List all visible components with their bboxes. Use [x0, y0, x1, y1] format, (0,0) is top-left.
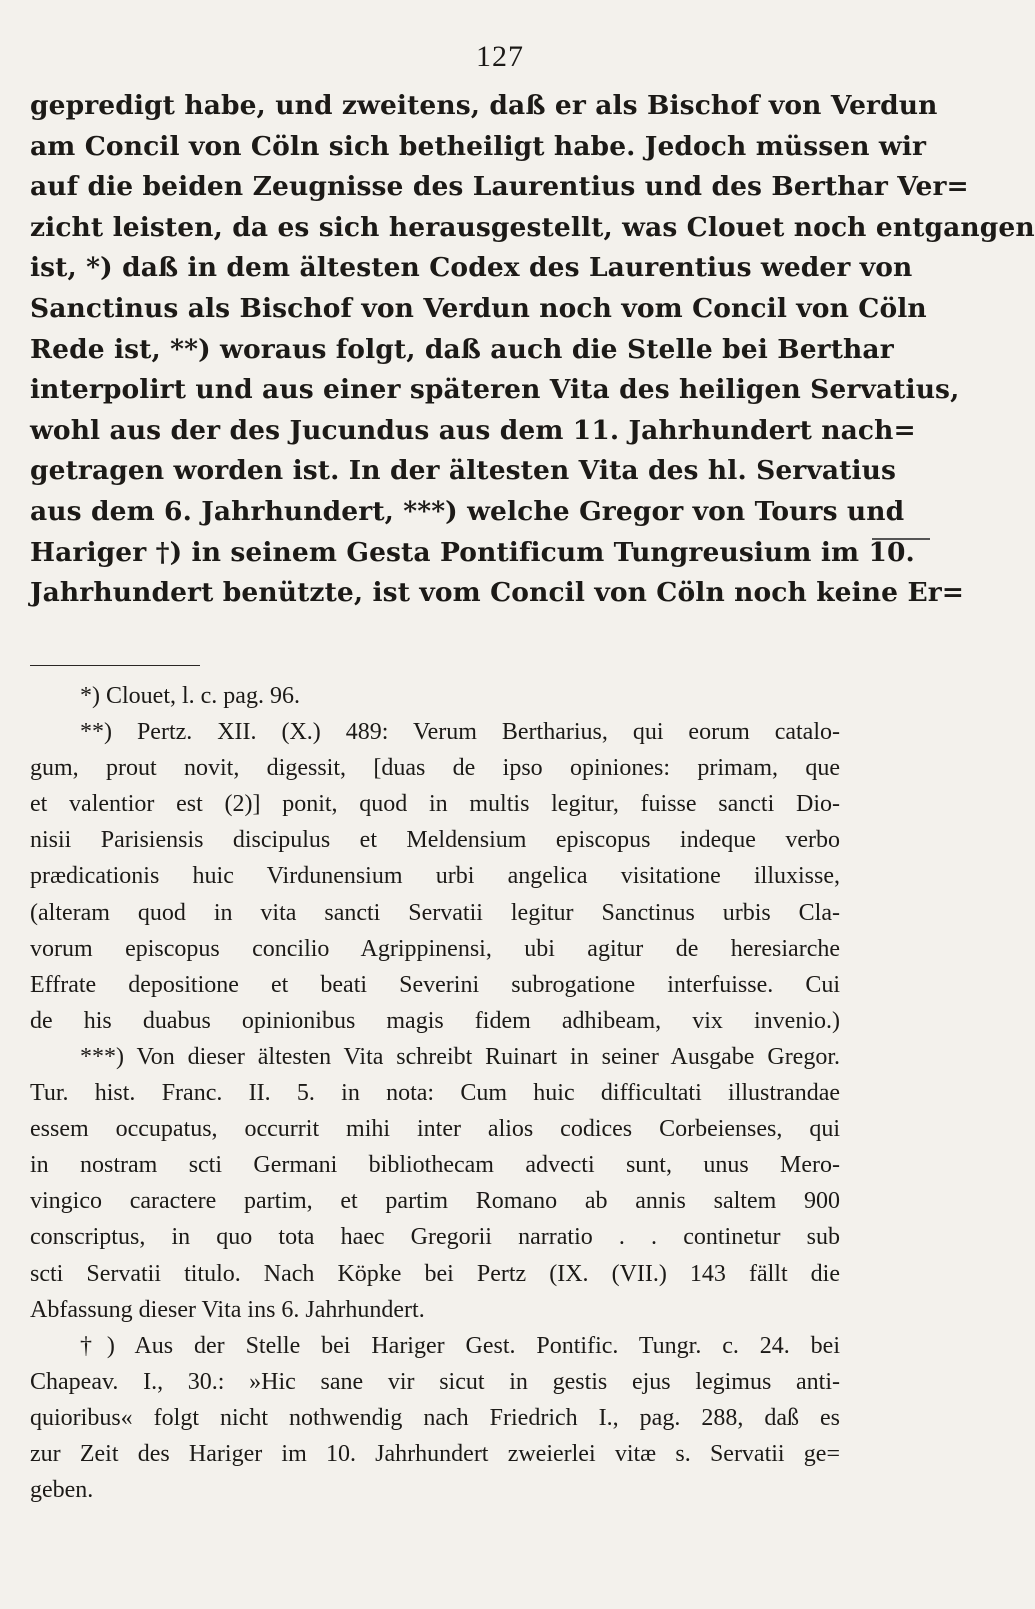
body-line: gepredigt habe, und zweitens, daß er als Bischof von Verdun [30, 90, 938, 121]
footnote-line: de his duabus opinionibus magis fidem adhibeam, vix invenio.) [30, 1007, 840, 1034]
body-line: wohl aus der des Jucundus aus dem 11. Jahrhundert nach= [30, 414, 916, 446]
footnote-line: essem occupatus, occurrit mihi inter alios codices Corbeienses, qui [30, 1116, 840, 1143]
footnote-line: et valentior est (2)] ponit, quod in multis legitur, fuisse sancti Dio- [30, 791, 840, 818]
footnote-line: gum, prout novit, digessit, [duas de ipso opiniones: primam, que [30, 755, 840, 782]
footnote-line: prædicationis huic Virdunensium urbi angelica visitatione illuxisse, [30, 863, 840, 890]
footnote-line: (alteram quod in vita sancti Servatii legitur Sanctinus urbis Cla- [30, 899, 840, 926]
body-line: interpolirt und aus einer späteren Vita des heiligen Servatius, [30, 374, 960, 406]
footnotes [30, 678, 840, 1508]
footnote-line: geben. [30, 1477, 94, 1504]
footnote-line: Chapeav. I., 30.: »Hic sane vir sicut in gestis ejus legimus anti- [30, 1368, 840, 1395]
footnote-line: scti Servatii titulo. Nach Köpke bei Pertz (IX. (VII.) 143 fällt die [30, 1260, 840, 1287]
footnote-line: nisii Parisiensis discipulus et Meldensium episcopus indeque verbo [30, 827, 840, 854]
margin-dash-mark [872, 538, 930, 540]
body-line: aus dem 6. Jahrhundert, ***) welche Gregor von Tours und [30, 495, 905, 527]
body-line: getragen worden ist. In der ältesten Vita des hl. Servatius [30, 455, 897, 487]
footnote-separator-rule [30, 665, 200, 666]
footnote-line: conscriptus, in quo tota haec Gregorii narratio . . continetur sub [30, 1224, 840, 1251]
footnote-line: ***) Von dieser ältesten Vita schreibt Ruinart in seiner Ausgabe Gregor. [80, 1043, 840, 1070]
body-line: am Concil von Cöln sich betheiligt habe. Jedoch müssen wir [30, 130, 927, 162]
footnote-line: Effrate depositione et beati Severini subrogatione interfuisse. Cui [30, 971, 840, 998]
main-body-text [30, 86, 1035, 614]
footnote-line: †) Aus der Stelle bei Hariger Gest. Pontific. Tungr. c. 24. bei [80, 1332, 840, 1359]
body-line: Rede ist, **) woraus folgt, daß auch die Stelle bei Berthar [30, 333, 894, 365]
body-line: Jahrhundert benützte, ist vom Concil von Cöln noch keine Er= [30, 577, 965, 609]
body-line: auf die beiden Zeugnisse des Laurentius und des Berthar Ver= [30, 171, 969, 203]
footnote-line: quioribus« folgt nicht nothwendig nach Friedrich I., pag. 288, daß es [30, 1404, 840, 1431]
body-line: zicht leisten, da es sich herausgestellt, was Clouet noch entgangen [30, 211, 1035, 243]
footnote-line: vorum episcopus concilio Agrippinensi, ubi agitur de heresiarche [30, 935, 840, 962]
footnote-line: Tur. hist. Franc. II. 5. in nota: Cum huic difficultati illustrandae [30, 1080, 840, 1107]
body-line: Hariger †) in seinem Gesta Pontificum Tungreusium im 10. [30, 536, 915, 568]
footnote-line: *) Clouet, l. c. pag. 96. [80, 683, 300, 709]
footnote-line: in nostram scti Germani bibliothecam advecti sunt, unus Mero- [30, 1152, 840, 1179]
footnote-line: **) Pertz. XII. (X.) 489: Verum Bertharius, qui eorum catalo- [80, 719, 840, 746]
footnote-line: Abfassung dieser Vita ins 6. Jahrhundert. [30, 1296, 425, 1323]
page-number: 127 [476, 40, 524, 73]
body-line: Sanctinus als Bischof von Verdun noch vom Concil von Cöln [30, 292, 927, 324]
footnote-line: zur Zeit des Hariger im 10. Jahrhundert zweierlei vitæ s. Servatii ge= [30, 1440, 840, 1467]
body-line: ist, *) daß in dem ältesten Codex des Laurentius weder von [30, 252, 913, 284]
footnote-line: vingico caractere partim, et partim Romano ab annis saltem 900 [30, 1188, 840, 1215]
